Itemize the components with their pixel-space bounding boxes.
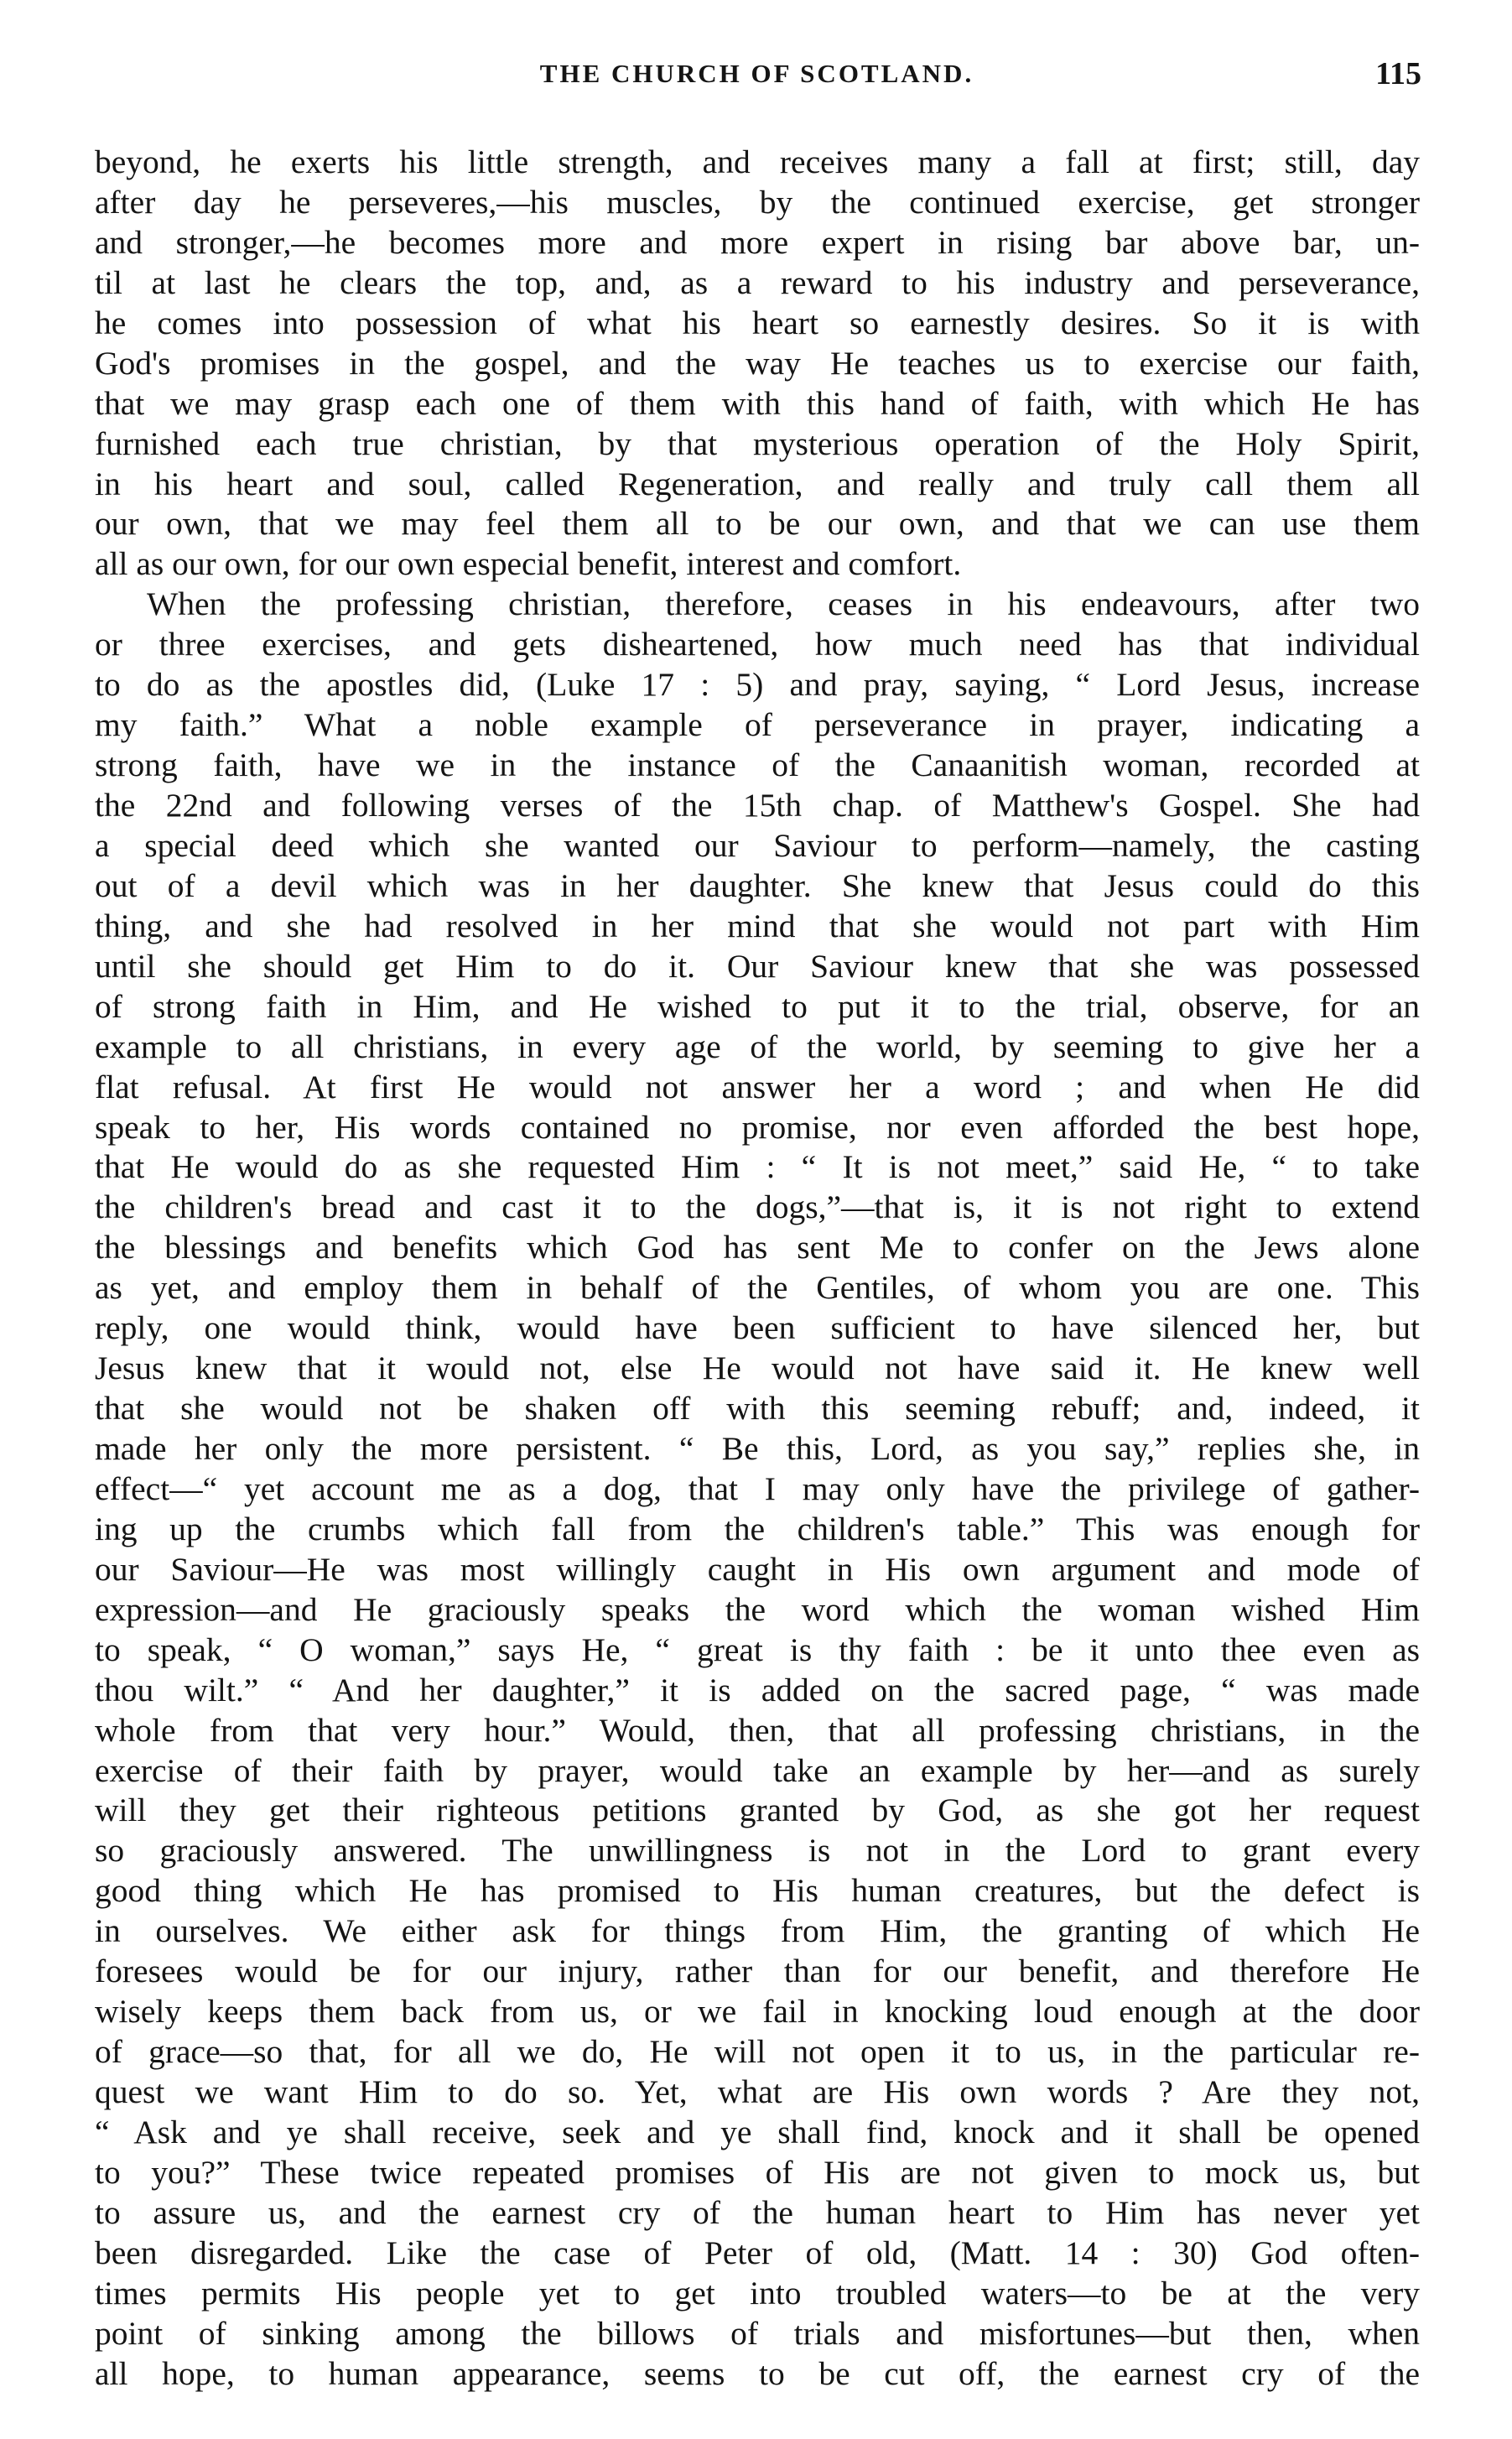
text-line: thing, and she had resolved in her mind that she would not part with Him bbox=[95, 907, 1420, 944]
text-line: until she should get Him to do it. Our Saviour knew that she was possessed bbox=[95, 947, 1420, 985]
text-line: our own, that we may feel them all to be our own, and that we can use them bbox=[95, 505, 1420, 543]
text-line: to speak, “ O woman,” says He, “ great is thy faith : be it unto thee even as bbox=[95, 1630, 1420, 1668]
text-line: times permits His people yet to get into troubled waters—to be at the very bbox=[95, 2274, 1420, 2312]
text-line: til at last he clears the top, and, as a reward to his industry and perseverance, bbox=[95, 263, 1420, 301]
running-head: THE CHURCH OF SCOTLAND. bbox=[539, 59, 974, 88]
text-line: speak to her, His words contained no promise, nor even afforded the best hope, bbox=[95, 1108, 1420, 1146]
body-text bbox=[95, 143, 1420, 2407]
text-line: to do as the apostles did, (Luke 17 : 5) and pray, saying, “ Lord Jesus, increase bbox=[95, 666, 1420, 704]
text-line: good thing which He has promised to His human creatures, but the defect is bbox=[95, 1872, 1420, 1910]
text-line: thou wilt.” “ And her daughter,” it is added on the sacred page, “ was made bbox=[95, 1671, 1420, 1708]
text-line: furnished each true christian, by that mysterious operation of the Holy Spirit, bbox=[95, 424, 1420, 462]
text-line: point of sinking among the billows of trials and misfortunes—but then, when bbox=[95, 2314, 1420, 2352]
text-line: beyond, he exerts his little strength, and receives many a fall at first; still, day bbox=[95, 143, 1420, 180]
text-line: made her only the more persistent. “ Be this, Lord, as you say,” replies she, in bbox=[95, 1430, 1420, 1467]
text-line: whole from that very hour.” Would, then, that all professing christians, in the bbox=[95, 1711, 1420, 1749]
text-line: after day he perseveres,—his muscles, by the continued exercise, get stronger bbox=[95, 183, 1420, 221]
text-line: or three exercises, and gets disheartened, how much need has that individual bbox=[95, 626, 1420, 663]
text-line: of strong faith in Him, and He wished to put it to the trial, observe, for an bbox=[95, 987, 1420, 1025]
text-line: to you?” These twice repeated promises of His are not given to mock us, but bbox=[95, 2153, 1420, 2191]
text-line: so graciously answered. The unwillingness is not in the Lord to grant every bbox=[95, 1832, 1420, 1870]
text-line: God's promises in the gospel, and the way He teaches us to exercise our faith, bbox=[95, 344, 1420, 382]
text-line: effect—“ yet account me as a dog, that I may only have the privilege of gather- bbox=[95, 1469, 1420, 1507]
text-line: in his heart and soul, called Regeneration, and really and truly call them all bbox=[95, 465, 1420, 502]
text-line: foresees would be for our injury, rather than for our benefit, and therefore He bbox=[95, 1953, 1420, 1990]
text-line: that she would not be shaken off with this seeming rebuff; and, indeed, it bbox=[95, 1390, 1420, 1428]
text-line: expression—and He graciously speaks the word which the woman wished Him bbox=[95, 1590, 1420, 1628]
paragraph bbox=[95, 143, 1420, 585]
text-line: the blessings and benefits which God has sent Me to confer on the Jews alone bbox=[95, 1229, 1420, 1266]
text-line: example to all christians, in every age of the world, by seeming to give her a bbox=[95, 1027, 1420, 1065]
text-line: will they get their righteous petitions granted by God, as she got her request bbox=[95, 1792, 1420, 1829]
text-line: a special deed which she wanted our Saviour to perform—namely, the casting bbox=[95, 826, 1420, 864]
page-number: 115 bbox=[1375, 56, 1421, 91]
text-line: the children's bread and cast it to the dogs,”—that is, it is not right to extend bbox=[95, 1188, 1420, 1226]
text-line: “ Ask and ye shall receive, seek and ye shall find, knock and it shall be opened bbox=[95, 2113, 1420, 2150]
text-line: out of a devil which was in her daughter. She knew that Jesus could do this bbox=[95, 866, 1420, 904]
paragraph bbox=[95, 585, 1420, 2394]
text-line: ing up the crumbs which fall from the children's table.” This was enough for bbox=[95, 1510, 1420, 1547]
text-line: Jesus knew that it would not, else He would not have said it. He knew well bbox=[95, 1350, 1420, 1387]
text-line: of grace—so that, for all we do, He will not open it to us, in the particular re- bbox=[95, 2033, 1420, 2071]
text-line: to assure us, and the earnest cry of the human heart to Him has never yet bbox=[95, 2193, 1420, 2231]
text-line: in ourselves. We either ask for things from Him, the granting of which He bbox=[95, 1912, 1420, 1950]
text-line: all hope, to human appearance, seems to be cut off, the earnest cry of the bbox=[95, 2354, 1420, 2392]
text-line: quest we want Him to do so. Yet, what are His own words ? Are they not, bbox=[95, 2073, 1420, 2110]
text-line: been disregarded. Like the case of Peter of old, (Matt. 14 : 30) God often- bbox=[95, 2234, 1420, 2271]
text-line: that He would do as she requested Him : “ It is not meet,” said He, “ to take bbox=[95, 1148, 1420, 1186]
text-line: exercise of their faith by prayer, would take an example by her—and as surely bbox=[95, 1751, 1420, 1789]
text-line: he comes into possession of what his heart so earnestly desires. So it is with bbox=[95, 304, 1420, 341]
text-line: wisely keeps them back from us, or we fail in knocking loud enough at the door bbox=[95, 1993, 1420, 2031]
text-line: the 22nd and following verses of the 15th chap. of Matthew's Gospel. She had bbox=[95, 787, 1420, 824]
text-line: as yet, and employ them in behalf of the Gentiles, of whom you are one. This bbox=[95, 1269, 1420, 1307]
text-line: all as our own, for our own especial benefit, interest and comfort. bbox=[95, 545, 962, 583]
text-line: reply, one would think, would have been sufficient to have silenced her, but bbox=[95, 1309, 1420, 1347]
text-line: flat refusal. At first He would not answer her a word ; and when He did bbox=[95, 1068, 1420, 1105]
text-line: strong faith, have we in the instance of the Canaanitish woman, recorded at bbox=[95, 746, 1420, 784]
text-line: my faith.” What a noble example of perseverance in prayer, indicating a bbox=[95, 706, 1420, 744]
text-line: and stronger,—he becomes more and more expert in rising bar above bar, un- bbox=[95, 223, 1420, 261]
text-line: that we may grasp each one of them with this hand of faith, with which He has bbox=[95, 384, 1420, 422]
page-header bbox=[92, 54, 1421, 104]
text-line: When the professing christian, therefore, ceases in his endeavours, after two bbox=[147, 585, 1420, 623]
text-line: our Saviour—He was most willingly caught in His own argument and mode of bbox=[95, 1550, 1420, 1588]
